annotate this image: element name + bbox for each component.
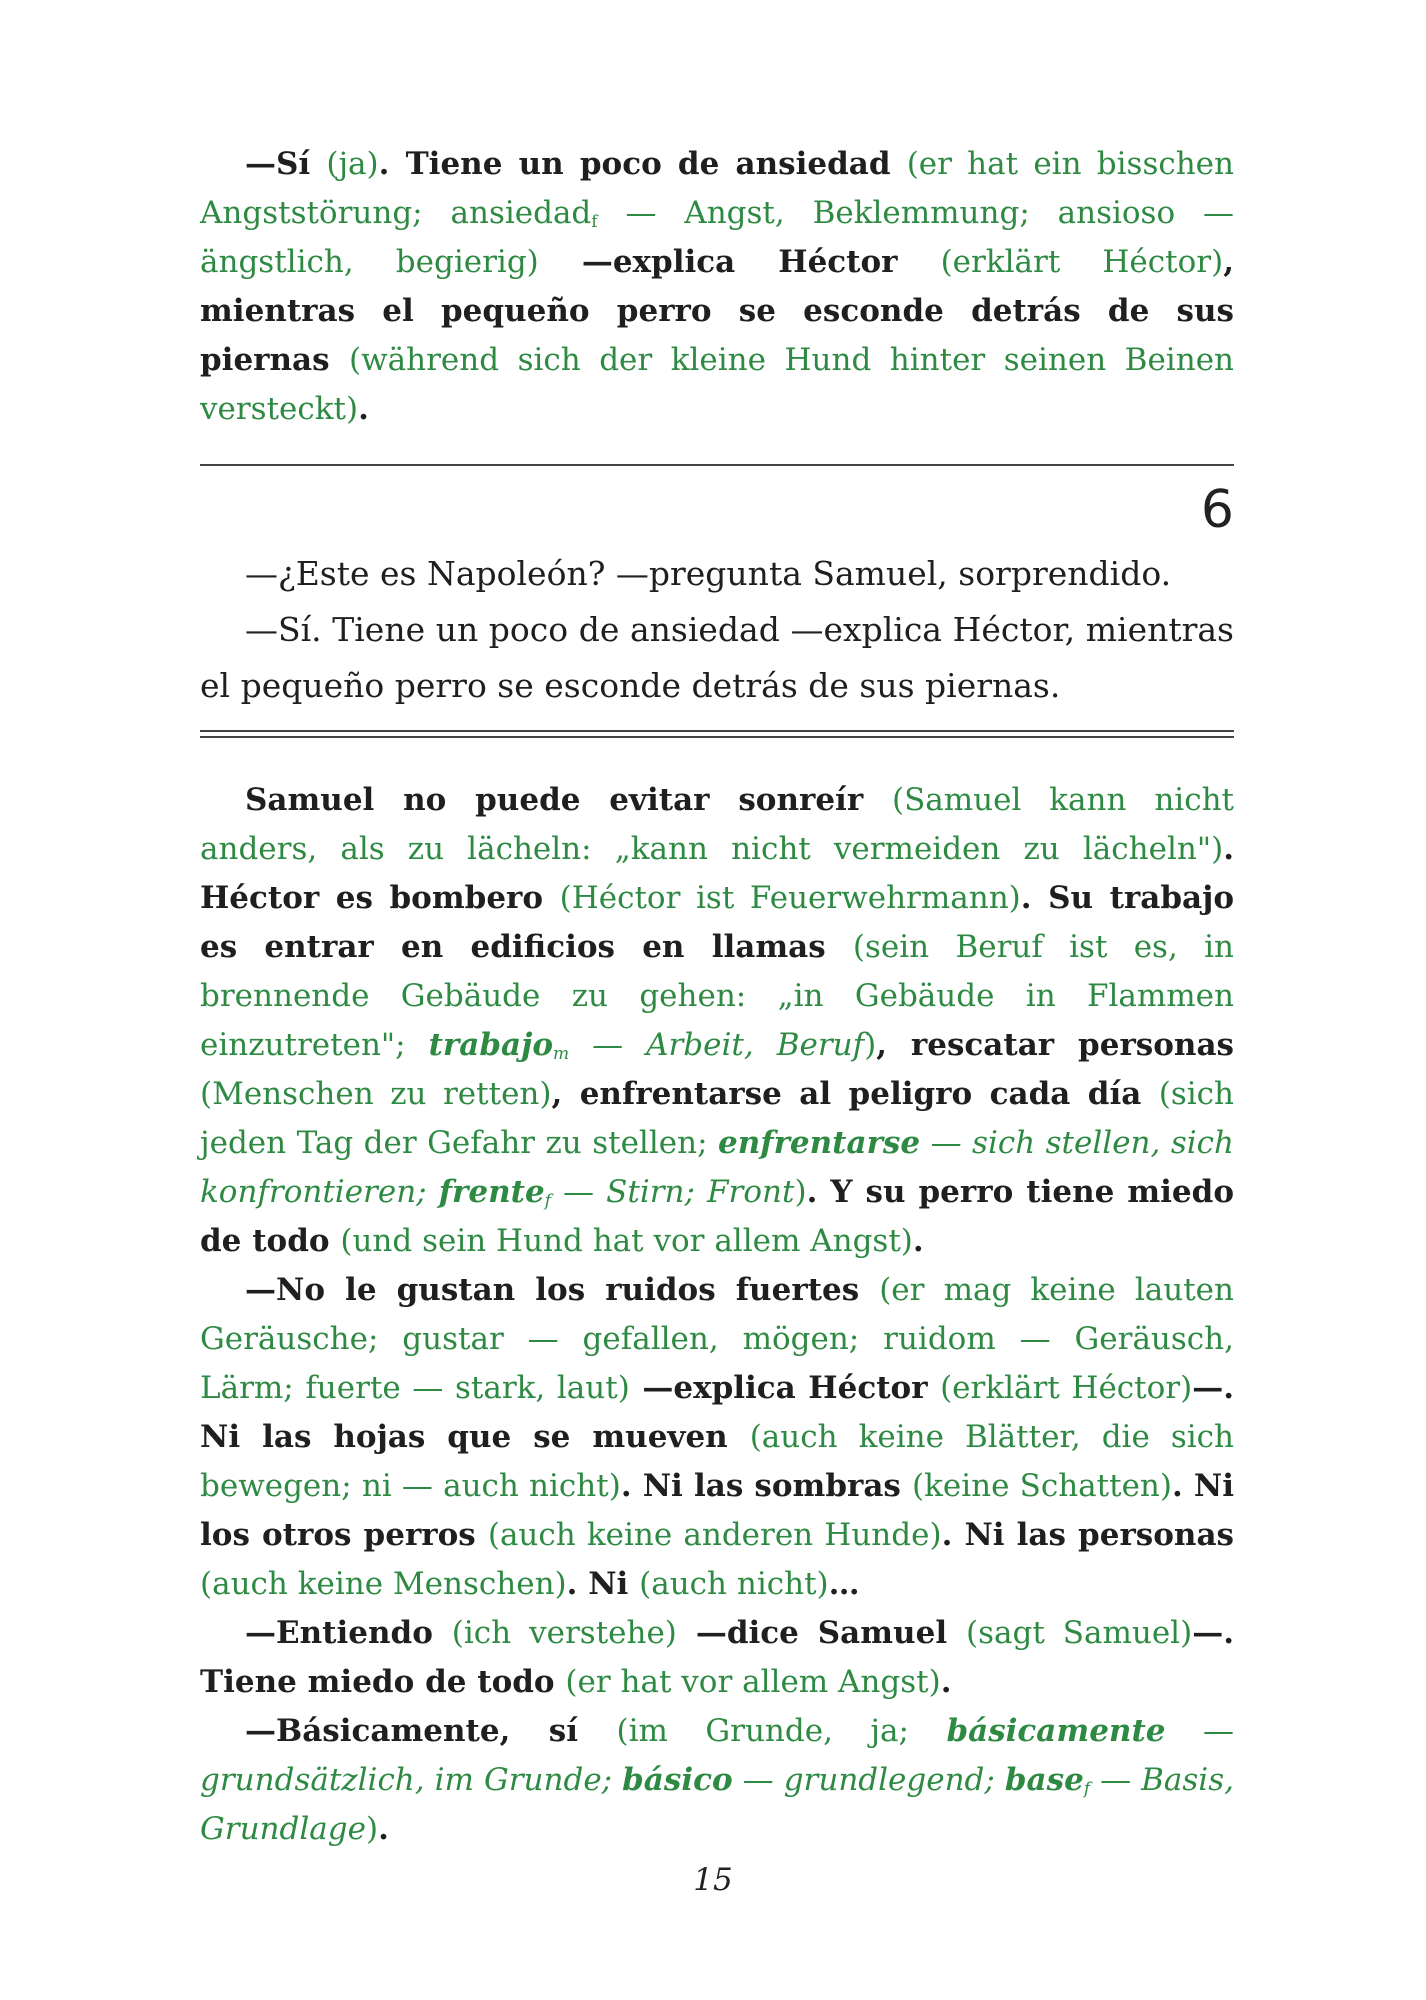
text-run: .	[358, 391, 369, 427]
text-run: — Arbeit, Beruf	[569, 1027, 865, 1063]
paragraph-bilingual-4	[200, 1609, 1234, 1707]
text-run: )	[794, 1174, 807, 1210]
text-run: (Samuel kann nicht anders, als zu lächeln: „kann nicht vermeiden zu lächeln")	[200, 782, 1234, 867]
text-run: (er mag keine lauten Geräusche; gustar — gefallen, mögen; ruidom — Geräusch, Lärm; fuerte — stark, laut)	[200, 1272, 1234, 1406]
text-run: (während sich der kleine Hund hinter seinen Beinen versteckt)	[200, 342, 1234, 427]
text-run: . Su trabajo es entrar en edificios en llamas	[200, 880, 1235, 965]
text-run: . Héctor es bombero	[200, 831, 1234, 916]
text-run: básico	[622, 1762, 733, 1798]
text-run: —No le gustan los ruidos fuertes	[245, 1272, 880, 1308]
text-run: — Stirn; Front	[550, 1174, 795, 1210]
text-run: (auch nicht)	[639, 1566, 829, 1602]
text-run: (im Grunde, ja;	[616, 1713, 947, 1749]
double-rule-upper	[200, 730, 1234, 732]
page-number: 15	[693, 1862, 733, 1898]
text-run: (ja)	[326, 146, 379, 182]
text-run: )	[365, 1811, 379, 1847]
text-run: (er hat ein bisschen Angststörung; ansiedad	[200, 146, 1234, 231]
text-run: (er hat vor allem Angst)	[565, 1664, 941, 1700]
text-run: (auch keine Blätter, die sich bewegen; ni — auch nicht)	[200, 1419, 1235, 1504]
text-run: .	[912, 1223, 924, 1259]
double-rule-lower	[200, 736, 1234, 738]
text-run: (und sein Hund hat vor allem Angst)	[340, 1223, 913, 1259]
text-run: .	[940, 1664, 952, 1700]
text-run: , enfrentarse al peligro cada día	[551, 1076, 1159, 1112]
paragraph-bilingual-5	[200, 1707, 1234, 1854]
text-run: —explica Héctor	[629, 1370, 941, 1406]
section-number: 6	[1200, 480, 1234, 540]
text-run: (auch keine Menschen)	[200, 1566, 567, 1602]
text-run: (ich verstehe)	[451, 1615, 677, 1651]
text-run: . Ni	[566, 1566, 640, 1602]
text-run: Samuel no puede evitar sonreír	[245, 782, 892, 818]
text-run: —dice Samuel	[676, 1615, 966, 1651]
text-run: . Ni las personas	[941, 1517, 1234, 1553]
text-run: básicamente	[946, 1713, 1166, 1749]
text-run: )	[864, 1027, 877, 1063]
text-run: —explica Héctor	[538, 244, 941, 280]
text-run: (sich jeden Tag der Gefahr zu stellen;	[200, 1076, 1235, 1161]
text-run: (Héctor ist Feuerwehrmann)	[559, 880, 1021, 916]
text-run: f	[591, 212, 598, 232]
text-run: —. Tiene miedo de todo	[200, 1615, 1234, 1700]
text-run: base	[1004, 1762, 1084, 1798]
text-run: f	[544, 1191, 551, 1211]
text-run: —. Ni las hojas que se mueven	[200, 1370, 1234, 1455]
paragraph-bilingual-3	[200, 1266, 1234, 1609]
paragraph-bilingual-1	[200, 140, 1234, 434]
text-run: (erklärt Héctor)	[940, 244, 1224, 280]
text-run: m	[553, 1044, 570, 1064]
text-run: — grundlegend;	[732, 1762, 1005, 1798]
text-run: (erklärt Héctor)	[940, 1370, 1193, 1406]
text-run: — sich stellen, sich konfrontieren;	[200, 1125, 1234, 1210]
text-run: . Ni los otros perros	[200, 1468, 1235, 1553]
plain-line-1: —¿Este es Napoleón? —pregunta Samuel, sorprendido.	[245, 554, 1172, 593]
text-run: — Angst, Beklemmung; ansioso — ängstlich, begierig)	[200, 195, 1234, 280]
text-run: (Menschen zu retten)	[200, 1076, 552, 1112]
text-run: (auch keine anderen Hunde)	[487, 1517, 942, 1553]
text-run: …	[828, 1566, 860, 1602]
paragraph-bilingual-2	[200, 776, 1234, 1266]
text-run: , rescatar personas	[876, 1027, 1234, 1063]
text-run: . Ni las sombras	[620, 1468, 912, 1504]
text-run: . Y su perro tiene miedo de todo	[200, 1174, 1234, 1259]
text-run: —Sí	[245, 146, 327, 182]
text-run: (sein Beruf ist es, in brennende Gebäude zu gehen: „in Gebäude in Flammen einzutreten";	[200, 929, 1234, 1063]
text-run: (keine Schatten)	[911, 1468, 1172, 1504]
text-run: f	[1083, 1779, 1091, 1799]
text-run: .	[378, 1811, 389, 1847]
text-run: —Básicamente, sí	[245, 1713, 617, 1749]
text-run: —Entiendo	[245, 1615, 452, 1651]
text-run: . Tiene un poco de ansiedad	[378, 146, 907, 182]
text-run: trabajo	[428, 1027, 554, 1063]
text-run: (sagt Samuel)	[966, 1615, 1193, 1651]
text-run: , mientras el pequeño perro se esconde detrás de sus piernas	[200, 244, 1234, 378]
text-run: frente	[438, 1174, 545, 1210]
plain-line-2: —Sí. Tiene un poco de ansiedad —explica Héctor, mientras el pequeño perro se esconde detrás de sus piernas.	[200, 610, 1234, 705]
text-run: — grundsätzlich, im Grunde;	[200, 1713, 1234, 1798]
text-run: enfrentarse	[717, 1125, 921, 1161]
section-divider-top	[200, 464, 1234, 466]
text-run: — Basis, Grundlage	[200, 1762, 1234, 1847]
book-page	[200, 140, 1234, 1854]
